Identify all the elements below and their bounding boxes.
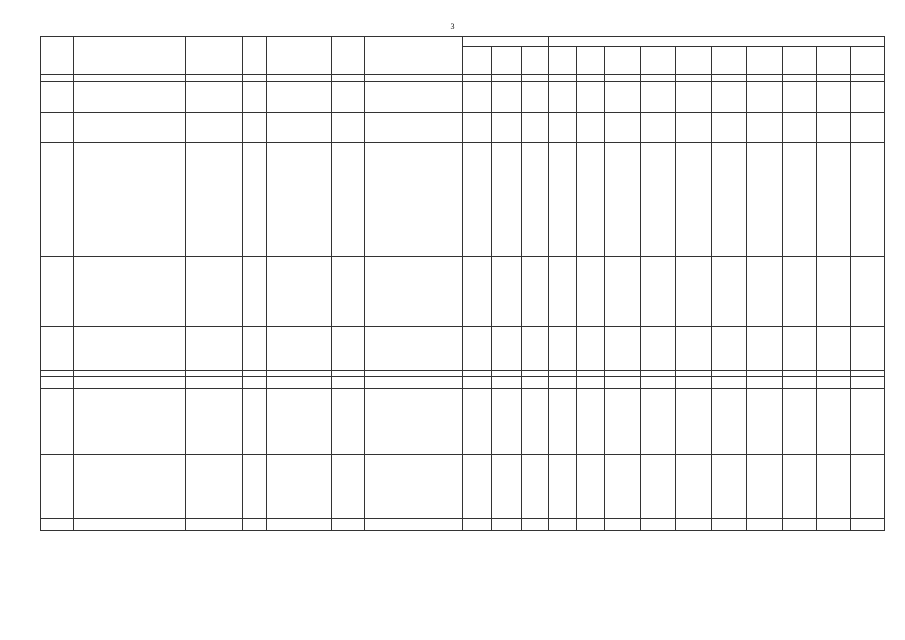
table-cell [549,257,577,327]
header-executor [364,37,463,75]
table-cell [817,377,851,389]
table-row [41,113,885,143]
table-cell [364,377,463,389]
column-index-cell [41,75,74,82]
table-cell [549,389,577,455]
table-cell [243,113,267,143]
table-cell [243,377,267,389]
header-grbs [463,47,492,75]
table-cell [577,327,605,371]
table-cell [676,113,711,143]
table-cell [851,377,885,389]
table-cell [243,143,267,257]
column-index-cell [243,75,267,82]
header-method [266,37,332,75]
table-cell [266,389,332,455]
table-cell [74,143,186,257]
column-index-cell [747,75,782,82]
table-cell [521,113,549,143]
table-cell [266,82,332,113]
table-cell [41,389,74,455]
table-cell [817,389,851,455]
table-cell [463,82,492,113]
table-cell [492,377,521,389]
table-cell [74,455,186,519]
table-cell [640,327,675,371]
table-cell [549,455,577,519]
table-cell [243,327,267,371]
table-cell [41,82,74,113]
table-cell [851,455,885,519]
column-index-cell [782,75,816,82]
table-cell [851,113,885,143]
table-cell [364,82,463,113]
table-cell [186,257,243,327]
table-cell [817,113,851,143]
table-row [41,143,885,257]
column-index-cell [549,75,577,82]
table-cell [711,113,746,143]
table-cell [243,257,267,327]
table-cell [492,327,521,371]
table-cell [463,519,492,531]
header-year [605,47,640,75]
table-cell [782,113,816,143]
table-cell [711,257,746,327]
header-year [747,47,782,75]
table-cell [332,389,364,455]
table-cell [74,377,186,389]
table-cell [577,143,605,257]
table-cell [332,377,364,389]
table-cell [492,519,521,531]
header-total [851,47,885,75]
table-cell [851,327,885,371]
table-cell [782,143,816,257]
table-cell [364,113,463,143]
table-cell [817,519,851,531]
column-index-cell [186,75,243,82]
table-cell [747,143,782,257]
table-cell [577,257,605,327]
table-cell [364,143,463,257]
table-cell [266,113,332,143]
column-index-cell [492,75,521,82]
table-cell [332,82,364,113]
table-cell [782,455,816,519]
table-cell [711,377,746,389]
table-cell [711,455,746,519]
table-cell [782,389,816,455]
table-cell [463,327,492,371]
table-cell [577,377,605,389]
table-cell [74,389,186,455]
header-expense-type [521,47,549,75]
table-cell [41,519,74,531]
table-cell [640,82,675,113]
table-cell [549,327,577,371]
table-cell [186,143,243,257]
column-index-cell [74,75,186,82]
table-cell [577,82,605,113]
table-cell [186,519,243,531]
table-cell [492,82,521,113]
table-row [41,82,885,113]
table-cell [747,327,782,371]
table-cell [463,113,492,143]
header-year [676,47,711,75]
table-cell [851,82,885,113]
column-index-row [41,75,885,82]
table-cell [711,389,746,455]
table-cell [676,327,711,371]
table-cell [463,377,492,389]
column-index-cell [817,75,851,82]
column-index-cell [577,75,605,82]
table-cell [186,113,243,143]
header-year [549,47,577,75]
table-cell [782,377,816,389]
table-cell [782,257,816,327]
table-cell [549,82,577,113]
table-cell [364,257,463,327]
table-cell [640,519,675,531]
table-cell [243,455,267,519]
table-cell [817,327,851,371]
table-cell [549,143,577,257]
table-header [41,37,885,75]
table-cell [676,377,711,389]
table-cell [747,257,782,327]
table-cell [521,519,549,531]
table-row [41,455,885,519]
header-year [640,47,675,75]
header-year [817,47,851,75]
table-cell [266,377,332,389]
table-cell [640,257,675,327]
header-target-article [492,47,521,75]
column-index-cell [463,75,492,82]
table-cell [74,257,186,327]
column-index-cell [332,75,364,82]
table-cell [492,113,521,143]
table-cell [332,519,364,531]
table-cell [747,113,782,143]
table-cell [747,455,782,519]
table-cell [41,455,74,519]
table-cell [463,257,492,327]
table-cell [851,143,885,257]
table-cell [676,257,711,327]
table-cell [41,113,74,143]
table-cell [492,257,521,327]
table-cell [243,389,267,455]
table-cell [521,327,549,371]
header-coef [243,37,267,75]
table-cell [74,113,186,143]
table-cell [640,389,675,455]
table-cell [549,519,577,531]
header-values-by-year [549,37,885,47]
header-year [782,47,816,75]
table-cell [817,143,851,257]
table-body [41,75,885,531]
column-index-cell [676,75,711,82]
table-cell [640,455,675,519]
table-cell [747,377,782,389]
column-index-cell [266,75,332,82]
table-cell [364,389,463,455]
table-cell [747,82,782,113]
table-cell [364,519,463,531]
table-cell [463,455,492,519]
column-index-cell [851,75,885,82]
table-cell [711,519,746,531]
column-index-cell [640,75,675,82]
table-cell [782,519,816,531]
table-cell [817,455,851,519]
table-cell [747,519,782,531]
table-cell [577,389,605,455]
table-cell [577,519,605,531]
table-cell [492,143,521,257]
table-cell [492,389,521,455]
table-cell [332,143,364,257]
program-indicators-table [40,36,885,531]
table-row [41,257,885,327]
table-cell [41,377,74,389]
table-cell [640,143,675,257]
table-cell [521,82,549,113]
table-cell [817,82,851,113]
table-cell [605,257,640,327]
header-unit [186,37,243,75]
table-cell [41,143,74,257]
table-cell [266,327,332,371]
header-budget-codes [463,37,549,47]
table-cell [711,82,746,113]
table-cell [605,519,640,531]
table-cell [364,327,463,371]
table-cell [711,327,746,371]
table-cell [676,455,711,519]
header-no [41,37,74,75]
table-cell [463,143,492,257]
table-row [41,389,885,455]
table-row [41,327,885,371]
column-index-cell [711,75,746,82]
table-cell [41,327,74,371]
table-cell [747,389,782,455]
table-cell [851,519,885,531]
table-cell [186,82,243,113]
table-cell [186,389,243,455]
table-cell [266,519,332,531]
table-cell [711,143,746,257]
table-cell [74,519,186,531]
header-year [577,47,605,75]
table-cell [364,455,463,519]
table-cell [332,455,364,519]
table-cell [463,389,492,455]
table-cell [266,455,332,519]
table-cell [521,377,549,389]
table-cell [851,257,885,327]
table-cell [676,82,711,113]
table-cell [577,113,605,143]
table-cell [492,455,521,519]
column-index-cell [364,75,463,82]
table-cell [605,389,640,455]
column-index-cell [605,75,640,82]
table-cell [186,455,243,519]
table-cell [676,519,711,531]
column-index-cell [521,75,549,82]
table-cell [332,327,364,371]
table-cell [186,377,243,389]
table-cell [782,327,816,371]
table-cell [266,257,332,327]
table-cell [676,389,711,455]
table-cell [332,257,364,327]
table-cell [605,143,640,257]
table-cell [851,389,885,455]
table-cell [605,455,640,519]
table-cell [332,113,364,143]
table-cell [782,82,816,113]
table-cell [577,455,605,519]
table-cell [521,143,549,257]
header-name [74,37,186,75]
table-cell [74,82,186,113]
table-cell [817,257,851,327]
table-cell [676,143,711,257]
table-cell [605,113,640,143]
table-cell [521,257,549,327]
header-period [332,37,364,75]
table-cell [549,113,577,143]
header-year [711,47,746,75]
table-cell [549,377,577,389]
table-row [41,377,885,389]
table-cell [74,327,186,371]
table-cell [243,82,267,113]
table-cell [605,327,640,371]
table-cell [640,377,675,389]
table-cell [266,143,332,257]
table-cell [640,113,675,143]
page-number: 3 [450,22,455,31]
table-cell [521,389,549,455]
table-row [41,519,885,531]
table-cell [605,82,640,113]
table-cell [521,455,549,519]
table-cell [186,327,243,371]
table-cell [243,519,267,531]
table-cell [41,257,74,327]
table-cell [605,377,640,389]
